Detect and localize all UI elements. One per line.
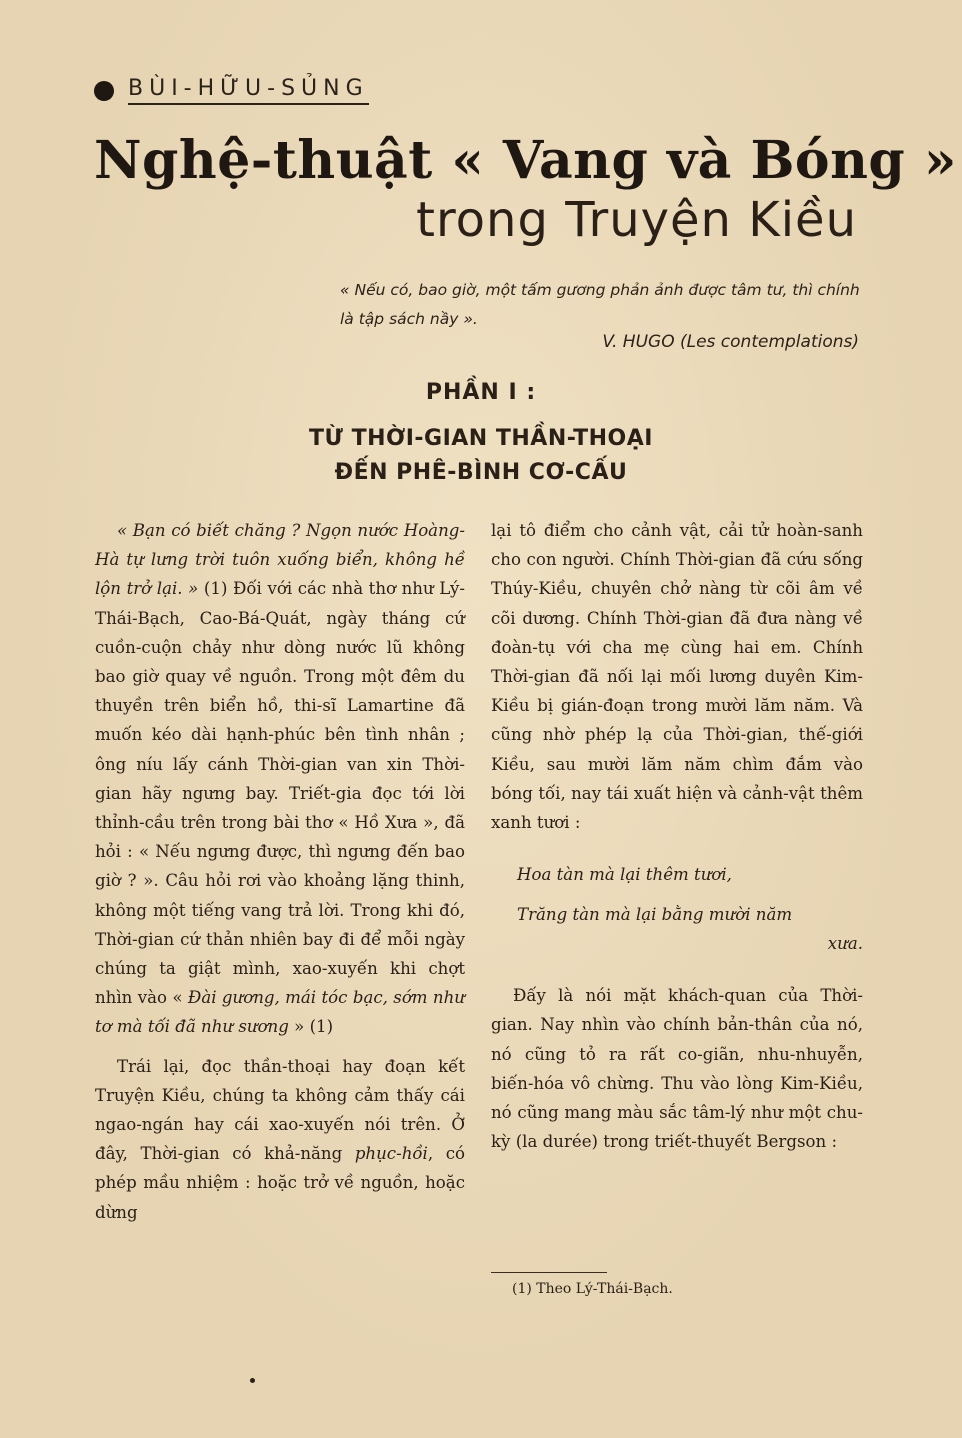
footnote: (1) Theo Lý-Thái-Bạch.	[512, 1281, 673, 1297]
poem-line: Trăng tàn mà lại bằng mười năm	[517, 905, 793, 925]
bullet-icon	[94, 81, 114, 101]
left-column	[95, 516, 465, 1227]
author-name: BÙI-HỮU-SỦNG	[128, 76, 369, 105]
epigraph-quote: « Nếu có, bao giờ, một tấm gương phản ảnh được tâm tư, thì chính là tập sách nầy ».	[340, 281, 860, 328]
author-line	[94, 76, 369, 105]
right-column	[491, 516, 863, 1156]
body-text: Trái lại, đọc thần-thoại hay đoạn kết Truyện Kiều, chúng ta không cảm thấy cái ngao-ngán hay cái xao-xuyến nói trên. Ở đây, Thời-gian có khả-năng	[95, 1056, 465, 1164]
article-title: Nghệ-thuật « Vang và Bóng »	[94, 130, 957, 191]
poem	[517, 855, 863, 959]
poem-line: xưa.	[827, 934, 863, 954]
paragraph	[95, 1052, 465, 1227]
footnote-divider	[491, 1272, 607, 1273]
paper-speck	[250, 1378, 255, 1383]
poem-line: Hoa tàn mà lại thêm tươi,	[517, 865, 732, 885]
body-text: , có phép mầu nhiệm : hoặc trở về nguồn, hoặc dừng	[95, 1144, 465, 1222]
section-title-line-2: ĐẾN PHÊ-BÌNH CƠ-CẤU	[334, 460, 628, 485]
paragraph: Đấy là nói mặt khách-quan của Thời-gian. Nay nhìn vào chính bản-thân của nó, nó cũng tỏ ra rất co-giãn, nhu-nhuyễn, biến-hóa vô chừng. Thu vào lòng Kim-Kiều, nó cũng mang màu sắc tâm-lý như một chu-kỳ (la durée) trong triết-thuyết Bergson :	[491, 986, 863, 1152]
section-title-line-1: TỪ THỜI-GIAN THẦN-THOẠI	[309, 426, 653, 451]
quote-text: Đài gương, mái tóc bạc, sớm như tơ mà tối đã như sương	[95, 988, 465, 1037]
emphasis-text: phục-hồi	[354, 1144, 428, 1164]
quote-text: « Bạn có biết chăng ? Ngọn nước Hoàng-Hà tự lưng trời tuôn xuống biển, không hề lộn trở lại. »	[95, 521, 465, 599]
article-subtitle: trong Truyện Kiều	[416, 192, 857, 248]
paragraph: lại tô điểm cho cảnh vật, cải tử hoàn-sanh cho con người. Chính Thời-gian đã cứu sống Thúy-Kiều, chuyên chở nàng từ cõi âm về cõi dương. Chính Thời-gian đã đưa nàng về đoàn-tụ với cha mẹ cùng hai em. Chính Thời-gian đã nối lại mối lương duyên Kim-Kiều bị gián-đoạn trong mười lăm năm. Và cũng nhờ phép lạ của Thời-gian, thế-giới Kiều, sau mười lăm năm chìm đắm vào bóng tối, nay tái xuất hiện và cảnh-vật thêm xanh tươi :	[491, 521, 863, 833]
body-text: » (1)	[288, 1017, 334, 1037]
part-heading: PHẦN I :	[425, 380, 537, 405]
body-text: (1) Đối với các nhà thơ như Lý-Thái-Bạch, Cao-Bá-Quát, ngày tháng cứ cuồn-cuộn chảy như dòng nước lũ không bao giờ quay về nguồn. Trong một đêm du thuyền trên biển hồ, thi-sĩ Lamartine đã muốn kéo dài hạnh-phúc bên tình nhân ; ông níu lấy cánh Thời-gian van xin Thời-gian hãy ngưng bay. Triết-gia đọc tới lời thỉnh-cầu trên trong bài thơ « Hồ Xưa », đã hỏi : « Nếu ngưng được, thì ngưng đến bao giờ ? ». Câu hỏi rơi vào khoảng lặng thinh, không một tiếng vang trả lời. Trong khi đó, Thời-gian cứ thản nhiên bay đi để mỗi ngày chúng ta giật mình, xao-xuyến khi chợt nhìn vào «	[95, 579, 465, 1008]
epigraph-attribution: V. HUGO (Les contemplations)	[602, 332, 859, 352]
paragraph	[95, 516, 465, 1042]
